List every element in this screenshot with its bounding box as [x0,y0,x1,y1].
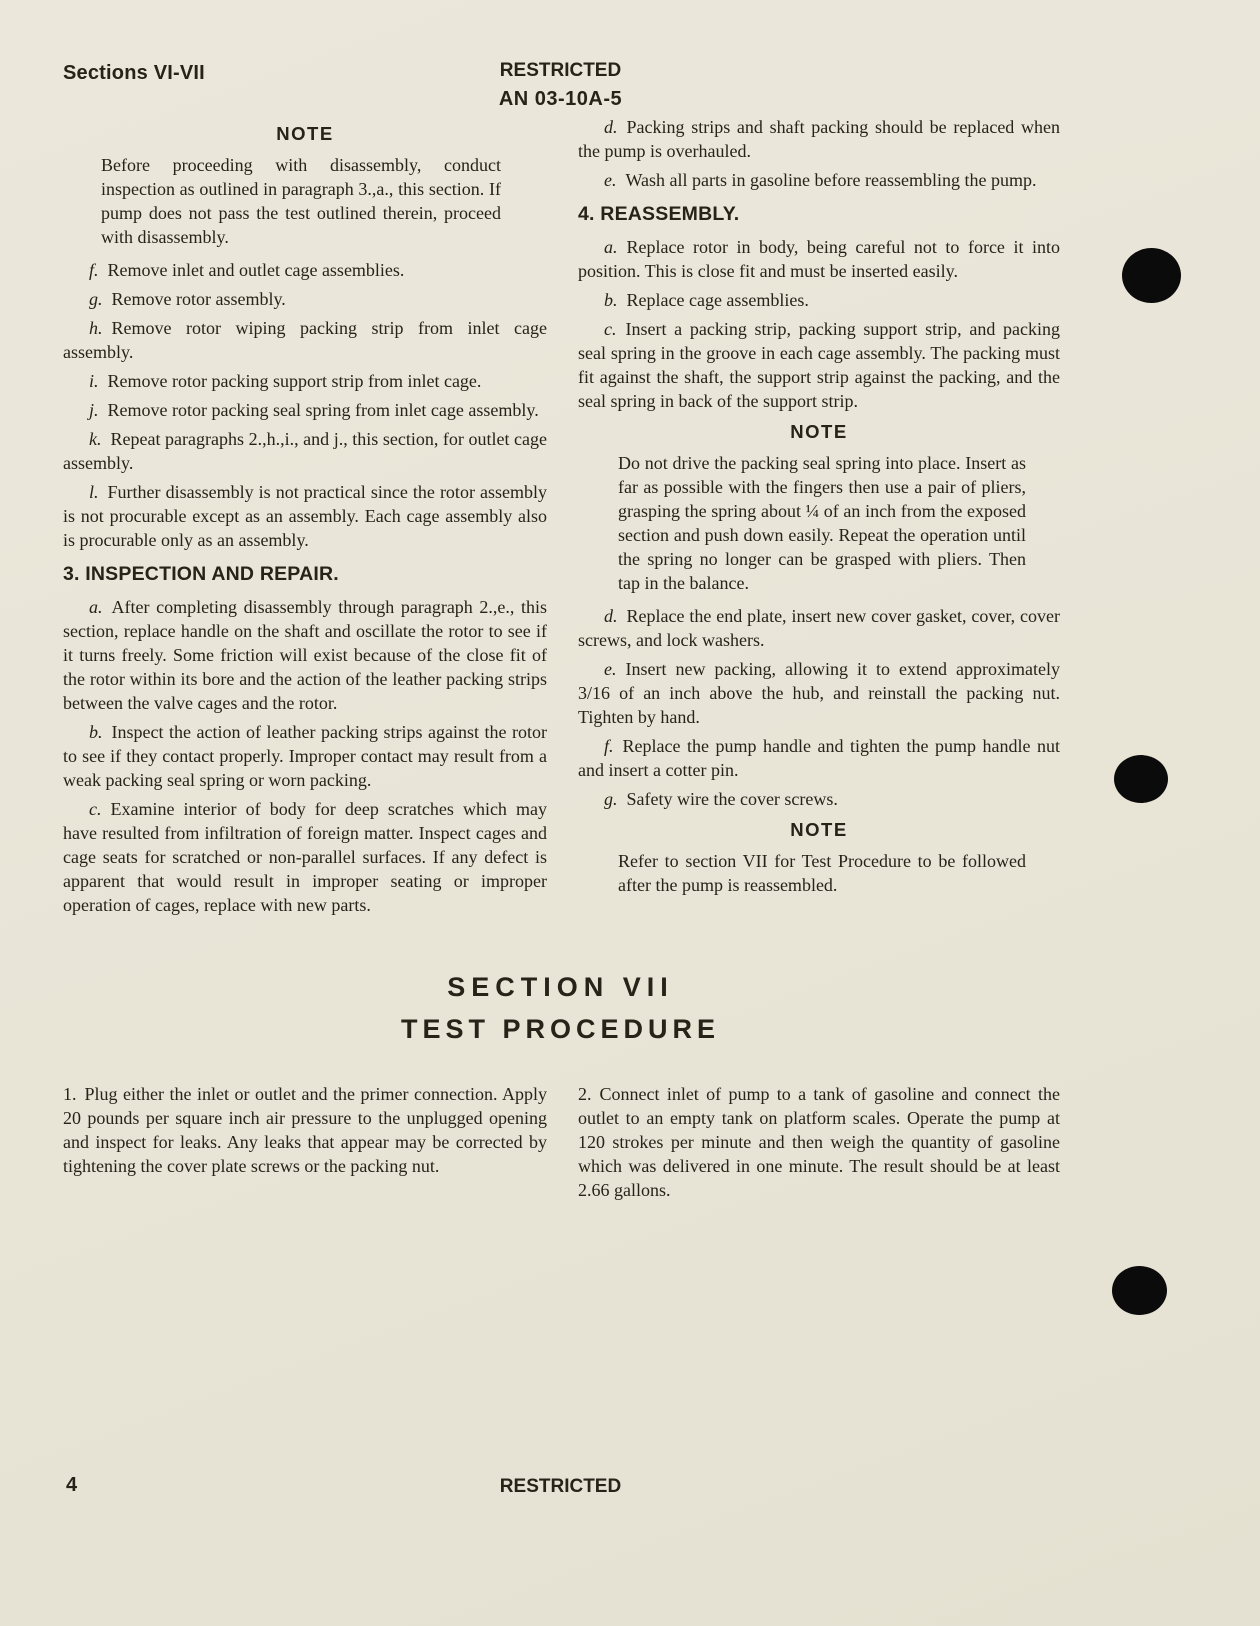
step-label: l. [89,482,99,502]
test-procedure-right-column [578,1082,1060,1207]
step-text: Replace cage assemblies. [626,290,809,310]
step-number: 2. [578,1084,592,1104]
reassembly-step-b [578,288,1060,312]
step-label: c. [89,799,102,819]
reassembly-step-e [578,657,1060,729]
step-text: Further disassembly is not practical since the rotor assembly is not procurable except as an assembly. Each cage assembly also is procurable only as an assembly. [63,482,547,550]
section-4-heading: 4. REASSEMBLY. [578,203,740,225]
step-text: Repeat paragraphs 2.,h.,i., and j., this section, for outlet cage assembly. [63,429,547,473]
header-section-label: Sections VI-VII [63,62,205,84]
inspection-step-b [63,720,547,792]
test-step-1 [63,1082,547,1178]
step-text: Plug either the inlet or outlet and the primer connection. Apply 20 pounds per square inch air pressure to the unplugged opening and inspect for leaks. Any leaks that appear may be corrected by tightening the cover plate screws or the packing nut. [63,1084,547,1176]
note-body: Refer to section VII for Test Procedure to be followed after the pump is reassembled. [618,851,1026,895]
note-block-test-reference [578,818,1060,897]
note-block-disassembly [63,122,547,249]
step-label: d. [604,606,618,626]
step-text: Safety wire the cover screws. [626,789,838,809]
step-k [63,427,547,475]
step-label: a. [604,237,618,257]
step-label: h. [89,318,103,338]
step-label: b. [89,722,103,742]
step-label: k. [89,429,102,449]
header-classification [63,60,1058,111]
step-j [63,398,547,422]
step-label: a. [89,597,103,617]
reassembly-step-c [578,317,1060,413]
section-7-title: SECTION VII [447,972,674,1002]
reassembly-step-f [578,734,1060,782]
step-label: b. [604,290,618,310]
right-column [578,115,1060,906]
step-f [63,258,547,282]
step-text: Wash all parts in gasoline before reassembling the pump. [625,170,1037,190]
page-number: 4 [66,1474,78,1496]
note-body: Do not drive the packing seal spring into place. Insert as far as possible with the fingers then use a pair of pliers, grasping the spring about ¼ of an inch from the exposed section and push down easily. Repeat the operation until the spring no longer can be grasped with pliers. Then tap in the balance. [618,453,1026,593]
inspection-step-a [63,595,547,715]
step-number: 1. [63,1084,77,1104]
step-h [63,316,547,364]
step-text: Connect inlet of pump to a tank of gasoline and connect the outlet to an empty tank on platform scales. Operate the pump at 120 strokes per minute and then weigh the quantity of gasoline which was delivered in one minute. The result should be at least 2.66 gallons. [578,1084,1060,1200]
step-label: g. [89,289,103,309]
step-label: f. [89,260,99,280]
note-body: Before proceeding with disassembly, conduct inspection as outlined in paragraph 3.,a., this section. If pump does not pass the test outlined therein, proceed with disassembly. [101,155,501,247]
document-number: AN 03-10A-5 [498,88,623,110]
step-i [63,369,547,393]
reassembly-step-g [578,787,1060,811]
note-heading: NOTE [790,819,848,840]
section-7-subtitle: TEST PROCEDURE [400,1014,721,1044]
step-text: Inspect the action of leather packing strips against the rotor to see if they contact properly. Improper contact may result from a weak packing seal spring or worn packing. [63,722,547,790]
step-label: c. [604,319,617,339]
punch-hole-icon [1122,248,1181,303]
section-7-title-block [63,972,1058,1045]
step-text: Insert a packing strip, packing support strip, and packing seal spring in the groove in each cage assembly. The packing must fit against the shaft, the support strip against the packing, and the seal spring in back of the support strip. [578,319,1060,411]
step-label: j. [89,400,99,420]
step-text: After completing disassembly through paragraph 2.,e., this section, replace handle on the shaft and oscillate the rotor to see if it turns freely. Some friction will exist because of the close fit of the rotor within its bore and the action of the leather packing strips between the valve cages and the rotor. [63,597,547,713]
step-text: Remove rotor wiping packing strip from inlet cage assembly. [63,318,547,362]
restricted-stamp-bottom: RESTRICTED [499,1476,622,1497]
step-text: Replace rotor in body, being careful not to force it into position. This is close fit and must be inserted easily. [578,237,1060,281]
step-label: i. [89,371,99,391]
step-text: Replace the pump handle and tighten the pump handle nut and insert a cotter pin. [578,736,1060,780]
test-step-2 [578,1082,1060,1202]
step-g [63,287,547,311]
inspection-step-c [63,797,547,917]
punch-hole-icon [1112,1266,1167,1315]
step-label: d. [604,117,618,137]
step-text: Examine interior of body for deep scratches which may have resulted from infiltration of foreign matter. Inspect cages and cage seats for scratched or non-parallel surfaces. If any defect is apparent that would result in improper seating or improper operation of cages, replace with new parts. [63,799,547,915]
step-text: Remove rotor packing support strip from inlet cage. [107,371,482,391]
step-label: e. [604,170,617,190]
step-text: Remove rotor assembly. [111,289,286,309]
step-label: g. [604,789,618,809]
note-heading: NOTE [790,421,848,442]
restricted-stamp-top: RESTRICTED [499,60,622,81]
inspection-step-d [578,115,1060,163]
step-text: Replace the end plate, insert new cover gasket, cover, cover screws, and lock washers. [578,606,1060,650]
left-column [63,115,547,922]
section-3-heading: 3. INSPECTION AND REPAIR. [63,563,339,585]
step-l [63,480,547,552]
step-label: f. [604,736,614,756]
step-text: Packing strips and shaft packing should be replaced when the pump is overhauled. [578,117,1060,161]
inspection-step-e [578,168,1060,192]
note-block-reassembly [578,420,1060,595]
step-label: e. [604,659,617,679]
punch-hole-icon [1114,755,1168,803]
step-text: Remove rotor packing seal spring from inlet cage assembly. [107,400,539,420]
reassembly-step-d [578,604,1060,652]
step-text: Insert new packing, allowing it to extend approximately 3/16 of an inch above the hub, and reinstall the packing nut. Tighten by hand. [578,659,1060,727]
reassembly-step-a [578,235,1060,283]
note-heading: NOTE [276,123,334,144]
step-text: Remove inlet and outlet cage assemblies. [107,260,405,280]
test-procedure-left-column [63,1082,547,1183]
